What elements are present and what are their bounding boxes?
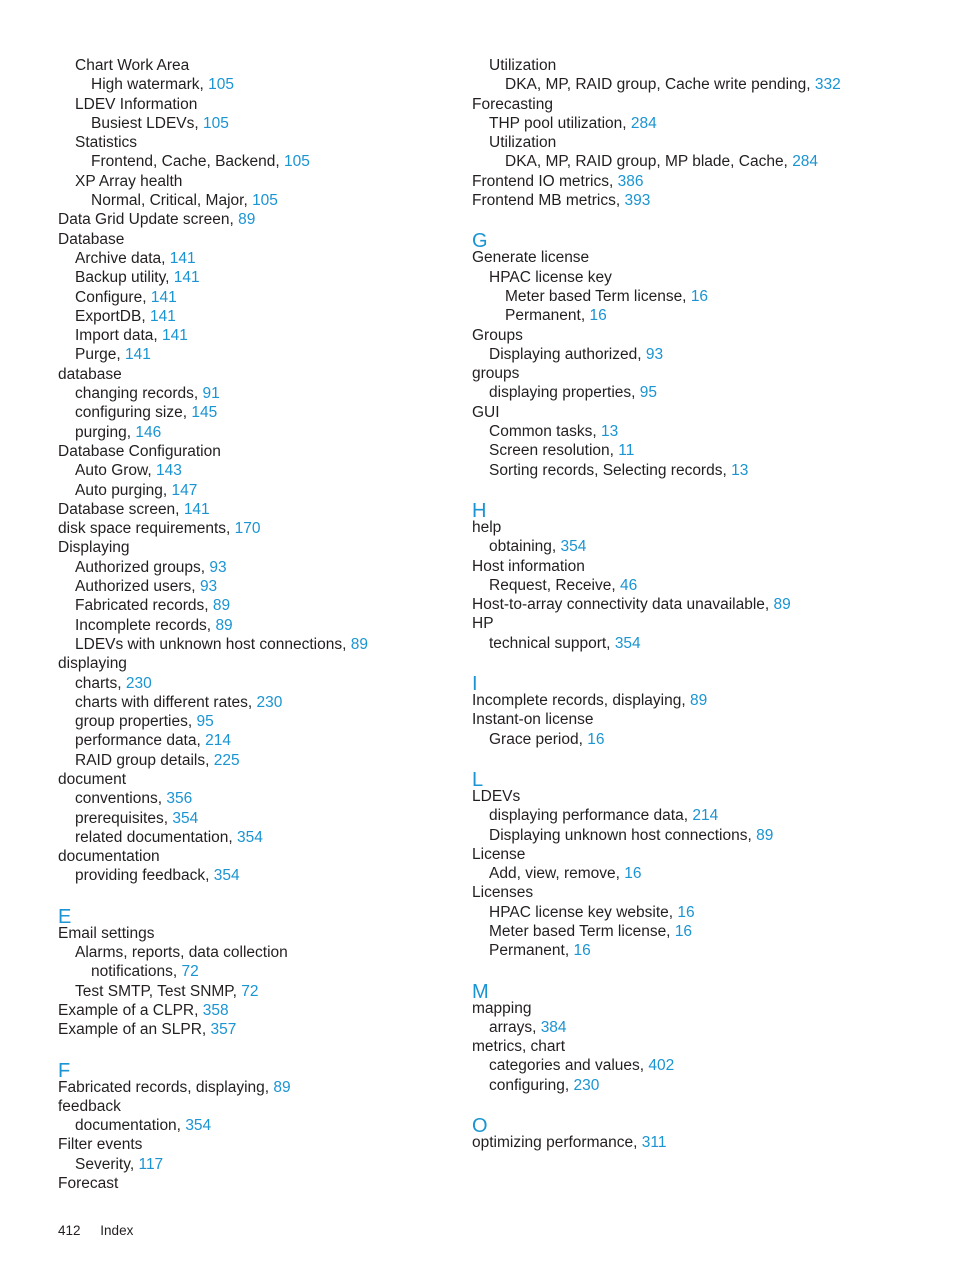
index-entry-text: optimizing performance,: [472, 1134, 638, 1152]
index-entry: [58, 962, 458, 981]
index-entry-text: LDEV Information: [75, 95, 198, 113]
index-entry-text: Host-to-array connectivity data unavailable,: [472, 596, 770, 614]
page-reference-link[interactable]: 284: [792, 153, 819, 171]
index-entry: [472, 922, 932, 941]
index-entry: [58, 1001, 458, 1020]
index-entry: [472, 691, 932, 710]
index-entry: [472, 806, 932, 825]
page-reference-link[interactable]: 284: [630, 114, 657, 132]
index-entry-text: Request, Receive,: [489, 576, 616, 594]
index-entry-text: Alarms, reports, data collection: [75, 944, 288, 962]
index-entry: [58, 712, 458, 731]
page-reference-link[interactable]: 105: [284, 153, 310, 171]
index-entry: [58, 365, 458, 384]
index-entry-text: Database screen,: [58, 500, 180, 518]
index-entry: [58, 751, 458, 770]
page-reference-link[interactable]: 214: [205, 732, 231, 750]
index-entry-text: Example of an SLPR,: [58, 1021, 207, 1039]
page-reference-link[interactable]: 354: [237, 828, 263, 846]
page-reference-link[interactable]: 141: [150, 288, 177, 306]
index-entry: [58, 345, 458, 364]
index-entry: [472, 114, 932, 133]
page-reference-link[interactable]: 141: [169, 249, 196, 267]
index-entry: [472, 1018, 932, 1037]
page-reference-link[interactable]: 143: [156, 462, 182, 480]
page-reference-link[interactable]: 72: [181, 963, 199, 981]
index-entry-text: Fabricated records,: [75, 597, 209, 615]
index-entry-text: providing feedback,: [75, 867, 210, 885]
index-entry-text: Utilization: [489, 57, 557, 74]
index-entry-text: Forecasting: [472, 95, 553, 113]
index-entry: [58, 230, 458, 249]
index-entry: [58, 866, 458, 885]
index-section-letter: L: [472, 768, 484, 791]
page-reference-link[interactable]: 89: [238, 211, 256, 229]
index-entry: [58, 558, 458, 577]
page-reference-link[interactable]: 13: [600, 423, 619, 441]
index-entry: [472, 1056, 932, 1075]
index-entry: [58, 1020, 458, 1039]
index-entry-text: performance data,: [75, 732, 201, 750]
index-entry: [58, 75, 458, 94]
index-entry-text: Database: [58, 230, 125, 248]
index-entry: [58, 461, 458, 480]
page-reference-link[interactable]: 354: [560, 538, 587, 556]
index-entry-text: documentation: [58, 848, 160, 866]
index-entry-text: Frontend IO metrics,: [472, 172, 614, 190]
index-entry: [472, 730, 932, 749]
page-reference-link[interactable]: 146: [135, 423, 162, 441]
index-entry: [58, 674, 458, 693]
index-entry-text: arrays,: [489, 1018, 537, 1036]
page-reference-link[interactable]: 16: [624, 865, 642, 883]
index-entry: [58, 500, 458, 519]
index-entry-text: Instant-on license: [472, 711, 594, 729]
index-entry: [472, 383, 932, 402]
index-entry: [472, 152, 932, 171]
index-entry-text: Authorized users,: [75, 578, 196, 596]
index-entry: [58, 616, 458, 635]
page-reference-link[interactable]: 214: [692, 807, 719, 825]
index-entry-text: Severity,: [75, 1155, 135, 1173]
index-entry-text: prerequisites,: [75, 809, 169, 827]
index-entry: [58, 982, 458, 1001]
index-entry-text: notifications,: [91, 963, 178, 981]
index-entry: [472, 461, 932, 480]
index-entry: [58, 635, 458, 654]
index-entry: [472, 1037, 932, 1056]
index-entry: [58, 307, 458, 326]
index-entry-text: Meter based Term license,: [489, 922, 671, 940]
index-entry-text: Backup utility,: [75, 269, 170, 287]
index-entry: [58, 210, 458, 229]
index-section-letter: O: [472, 1115, 488, 1138]
index-entry-text: License: [472, 845, 526, 863]
index-entry-text: Auto Grow,: [75, 462, 152, 480]
index-entry: [58, 326, 458, 345]
index-entry: [472, 172, 932, 191]
index-entry: [58, 1116, 458, 1135]
index-entry-text: Purge,: [75, 346, 121, 364]
page-reference-link[interactable]: 16: [587, 730, 605, 748]
page-reference-link[interactable]: 354: [614, 634, 641, 652]
page-reference-link[interactable]: 89: [756, 826, 774, 844]
index-entry: [472, 133, 932, 152]
index-entry-text: Auto purging,: [75, 481, 168, 499]
index-entry: [472, 903, 932, 922]
index-entry-text: XP Array health: [75, 172, 183, 190]
index-entry-text: groups: [472, 365, 520, 383]
index-entry-text: GUI: [472, 403, 500, 421]
index-entry: [58, 56, 458, 75]
index-entry: [472, 422, 932, 441]
index-entry-text: Permanent,: [489, 942, 570, 960]
page-reference-link[interactable]: 230: [125, 674, 152, 692]
index-entry-text: Displaying: [58, 539, 130, 557]
index-entry: [58, 268, 458, 287]
index-entry: [472, 518, 932, 537]
page-reference-link[interactable]: 89: [350, 635, 368, 653]
index-entry-text: configuring,: [489, 1076, 570, 1094]
page-reference-link[interactable]: 332: [814, 76, 841, 94]
index-entry: [58, 249, 458, 268]
page-reference-link[interactable]: 386: [617, 172, 644, 190]
index-entry-text: Authorized groups,: [75, 558, 206, 576]
index-entry: [472, 595, 932, 614]
index-entry-text: Database Configuration: [58, 442, 221, 460]
index-entry-text: conventions,: [75, 790, 163, 808]
index-entry-text: LDEVs: [472, 787, 521, 805]
index-entry: [58, 288, 458, 307]
index-entry: [472, 826, 932, 845]
index-entry-text: Incomplete records,: [75, 616, 212, 634]
index-entry: [58, 95, 458, 114]
index-entry: [472, 634, 932, 653]
index-entry: [472, 710, 932, 729]
index-entry: [58, 577, 458, 596]
index-entry-text: group properties,: [75, 713, 193, 731]
index-entry: [472, 268, 932, 287]
index-entry-text: categories and values,: [489, 1057, 645, 1075]
index-entry-text: database: [58, 365, 122, 383]
index-section-letter: E: [58, 905, 72, 928]
index-entry: [58, 1135, 458, 1154]
index-entry-text: Forecast: [58, 1175, 119, 1193]
index-entry: [472, 883, 932, 902]
index-entry: [58, 731, 458, 750]
page-reference-link[interactable]: 89: [215, 616, 233, 634]
page-reference-link[interactable]: 95: [196, 713, 214, 731]
page-reference-link[interactable]: 147: [171, 481, 198, 499]
index-entry: [58, 770, 458, 789]
page-reference-link[interactable]: 16: [589, 307, 607, 325]
index-entry: [472, 787, 932, 806]
index-entry-text: Displaying authorized,: [489, 345, 642, 363]
page-reference-link[interactable]: 89: [273, 1078, 291, 1096]
index-entry-text: ExportDB,: [75, 307, 146, 325]
index-entry-text: Generate license: [472, 249, 590, 267]
page-reference-link[interactable]: 311: [641, 1134, 667, 1152]
page-reference-link[interactable]: 89: [773, 596, 791, 614]
page-reference-link[interactable]: 357: [210, 1021, 237, 1039]
index-entry: [472, 614, 932, 633]
index-entry-text: related documentation,: [75, 828, 233, 846]
page-reference-link[interactable]: 141: [149, 307, 176, 325]
index-section-letter: G: [472, 230, 488, 253]
index-entry-text: HPAC license key: [489, 268, 612, 286]
index-entry-text: obtaining,: [489, 538, 557, 556]
index-entry: [58, 1174, 458, 1193]
index-entry-text: Data Grid Update screen,: [58, 211, 234, 229]
index-entry: [58, 1097, 458, 1116]
index-section-letter: F: [58, 1059, 71, 1082]
index-entry: [58, 1078, 458, 1097]
index-entry: [58, 114, 458, 133]
page-reference-link[interactable]: 141: [124, 346, 151, 364]
index-entry: [58, 943, 458, 962]
page-reference-link[interactable]: 145: [191, 404, 218, 422]
index-entry-text: Archive data,: [75, 249, 166, 267]
index-entry: [58, 924, 458, 943]
index-entry: [472, 999, 932, 1018]
section-name: Index: [100, 1223, 134, 1238]
page-reference-link[interactable]: 225: [213, 751, 240, 769]
index-entry-text: High watermark,: [91, 76, 204, 94]
index-entry-text: Sorting records, Selecting records,: [489, 461, 727, 479]
page-reference-link[interactable]: 93: [645, 345, 664, 363]
index-entry-text: HPAC license key website,: [489, 903, 674, 921]
page-reference-link[interactable]: 105: [203, 114, 229, 132]
index-entry-text: purging,: [75, 423, 132, 441]
index-entry-text: documentation,: [75, 1117, 181, 1135]
page-reference-link[interactable]: 16: [677, 903, 695, 921]
index-entry-text: Groups: [472, 326, 523, 344]
page-number: 412: [58, 1223, 81, 1238]
index-section-letter: H: [472, 499, 487, 522]
index-entry-text: charts with different rates,: [75, 693, 253, 711]
index-entry-text: Test SMTP, Test SNMP,: [75, 982, 237, 1000]
index-entry: [472, 326, 932, 345]
index-entry-text: Busiest LDEVs,: [91, 114, 199, 132]
index-entry-text: Common tasks,: [489, 423, 597, 441]
index-entry: [58, 384, 458, 403]
page-footer: [58, 1222, 133, 1240]
index-entry: [472, 576, 932, 595]
page-reference-link[interactable]: 354: [213, 867, 240, 885]
page-reference-link[interactable]: 230: [256, 693, 283, 711]
index-entry: [58, 789, 458, 808]
index-entry-text: metrics, chart: [472, 1038, 566, 1056]
index-entry-text: THP pool utilization,: [489, 114, 627, 132]
index-entry-text: Incomplete records, displaying,: [472, 692, 686, 710]
index-entry: [472, 441, 932, 460]
index-entry: [58, 442, 458, 461]
index-section-letter: I: [472, 673, 478, 696]
index-entry-text: changing records,: [75, 385, 199, 403]
index-entry: [472, 248, 932, 267]
page-reference-link[interactable]: 141: [183, 500, 210, 518]
index-entry-text: displaying performance data,: [489, 807, 689, 825]
index-entry: [58, 133, 458, 152]
index-entry-text: LDEVs with unknown host connections,: [75, 635, 347, 653]
page-reference-link[interactable]: 13: [731, 461, 749, 479]
index-entry-text: Screen resolution,: [489, 442, 614, 460]
index-entry-text: disk space requirements,: [58, 520, 231, 538]
page-reference-link[interactable]: 170: [234, 520, 261, 538]
index-entry-text: Example of a CLPR,: [58, 1001, 199, 1019]
page-reference-link[interactable]: 393: [624, 192, 651, 210]
page-reference-link[interactable]: 354: [172, 809, 199, 827]
index-entry: [472, 537, 932, 556]
page-reference-link[interactable]: 230: [573, 1076, 600, 1094]
index-entry-text: Licenses: [472, 884, 534, 902]
page-reference-link[interactable]: 105: [252, 192, 278, 210]
index-entry-text: DKA, MP, RAID group, Cache write pending,: [505, 76, 811, 94]
index-entry: [472, 864, 932, 883]
index-entry: [472, 191, 932, 210]
page-reference-link[interactable]: 402: [648, 1057, 675, 1075]
index-entry-text: displaying properties,: [489, 384, 636, 402]
index-entry: [58, 191, 458, 210]
page-reference-link[interactable]: 16: [674, 922, 693, 940]
index-entry: [58, 403, 458, 422]
index-entry: [58, 1155, 458, 1174]
index-entry-text: Frontend, Cache, Backend,: [91, 153, 280, 171]
index-entry-text: Frontend MB metrics,: [472, 192, 621, 210]
page-reference-link[interactable]: 358: [202, 1001, 229, 1019]
index-entry: [472, 1133, 932, 1152]
index-entry-text: Configure,: [75, 288, 147, 306]
index-entry-text: DKA, MP, RAID group, MP blade, Cache,: [505, 153, 788, 171]
index-entry-text: feedback: [58, 1097, 121, 1115]
page-reference-link[interactable]: 89: [689, 692, 708, 710]
index-entry: [472, 287, 932, 306]
page-reference-link[interactable]: 356: [166, 790, 193, 808]
index-entry: [472, 557, 932, 576]
index-entry: [472, 75, 932, 94]
index-column-left: [58, 56, 458, 1193]
page-reference-link[interactable]: 95: [639, 384, 658, 402]
index-entry-text: displaying: [58, 655, 127, 673]
index-entry-text: Normal, Critical, Major,: [91, 192, 248, 210]
index-entry: [58, 693, 458, 712]
index-entry-text: Host information: [472, 557, 585, 575]
index-entry: [472, 345, 932, 364]
page-reference-link[interactable]: 72: [241, 982, 259, 1000]
index-entry: [472, 941, 932, 960]
index-entry-text: Import data,: [75, 327, 158, 345]
index-entry-text: document: [58, 770, 127, 788]
page-reference-link[interactable]: 46: [619, 576, 638, 594]
index-entry-text: technical support,: [489, 634, 611, 652]
index-entry: [472, 845, 932, 864]
index-entry: [472, 364, 932, 383]
index-entry: [58, 423, 458, 442]
index-entry-text: Meter based Term license,: [505, 287, 687, 305]
index-entry: [58, 538, 458, 557]
index-entry-text: Grace period,: [489, 730, 583, 748]
page-reference-link[interactable]: 105: [208, 76, 235, 94]
page-reference-link[interactable]: 16: [573, 942, 591, 960]
index-entry-text: help: [472, 518, 502, 536]
index-entry: [472, 95, 932, 114]
index-entry: [472, 56, 932, 75]
page-reference-link[interactable]: 93: [199, 578, 218, 596]
page-reference-link[interactable]: 91: [202, 385, 220, 403]
index-entry-text: RAID group details,: [75, 751, 210, 769]
index-entry-text: Email settings: [58, 924, 155, 942]
index-entry: [58, 828, 458, 847]
index-entry-text: Displaying unknown host connections,: [489, 826, 752, 844]
index-entry-text: mapping: [472, 999, 532, 1017]
index-entry-text: Fabricated records, displaying,: [58, 1078, 270, 1096]
page-reference-link[interactable]: 93: [209, 558, 227, 576]
index-entry: [58, 519, 458, 538]
index-entry-text: configuring size,: [75, 404, 188, 422]
index-entry: [472, 403, 932, 422]
page-reference-link[interactable]: 141: [162, 327, 188, 345]
page-reference-link[interactable]: 16: [690, 287, 709, 305]
index-entry-text: Chart Work Area: [75, 57, 190, 74]
index-column-right: [472, 56, 932, 1152]
index-entry-text: HP: [472, 615, 494, 633]
index-entry: [58, 809, 458, 828]
page-reference-link[interactable]: 89: [212, 597, 231, 615]
index-entry-text: Permanent,: [505, 307, 586, 325]
index-entry: [58, 596, 458, 615]
index-entry-text: Utilization: [489, 134, 557, 152]
index-entry-text: Statistics: [75, 134, 138, 152]
index-entry: [58, 481, 458, 500]
page-reference-link[interactable]: 384: [540, 1018, 567, 1036]
index-entry-text: Filter events: [58, 1136, 143, 1154]
index-entry-text: charts,: [75, 674, 122, 692]
page-reference-link[interactable]: 11: [618, 442, 635, 460]
index-section-letter: M: [472, 980, 489, 1003]
index-entry: [58, 152, 458, 171]
index-entry: [58, 654, 458, 673]
index-entry: [472, 306, 932, 325]
index-entry: [58, 172, 458, 191]
page-reference-link[interactable]: 354: [185, 1117, 212, 1135]
index-entry-text: Add, view, remove,: [489, 865, 620, 883]
page-reference-link[interactable]: 117: [138, 1155, 164, 1173]
index-entry: [58, 847, 458, 866]
page-reference-link[interactable]: 141: [173, 269, 200, 287]
index-entry: [472, 1076, 932, 1095]
